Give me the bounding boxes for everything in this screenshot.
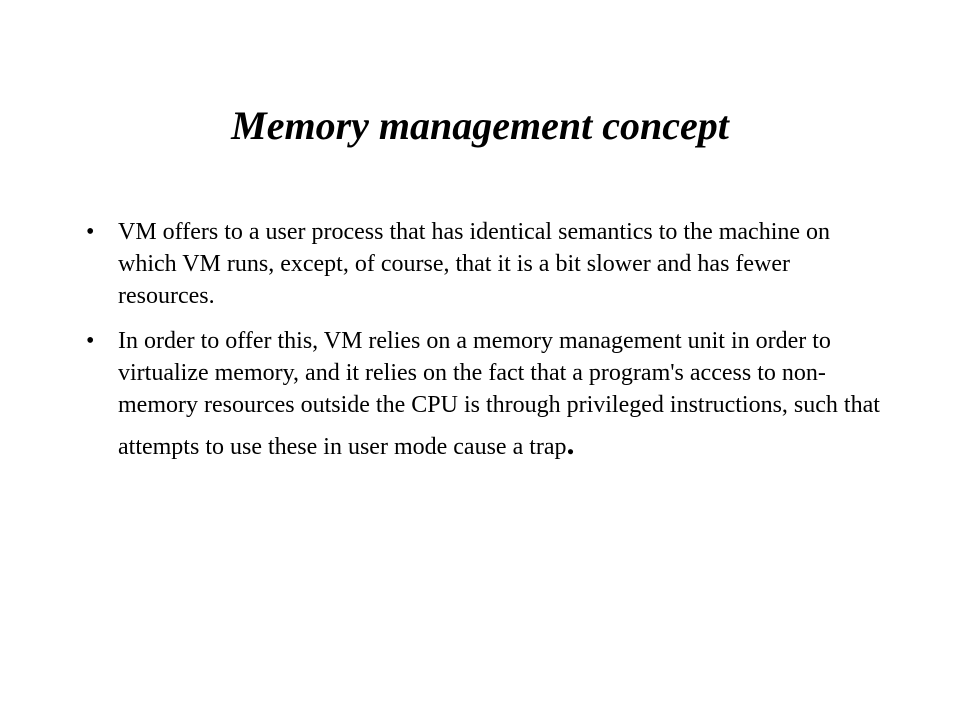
bullet-item-vm-mmu <box>86 325 886 463</box>
bullet-icon: • <box>86 219 95 245</box>
bullet-item-vm-semantics <box>86 216 886 312</box>
bullet-list <box>86 216 886 476</box>
bullet-icon: • <box>86 328 95 354</box>
bullet-period: . <box>566 425 575 461</box>
bullet-text: In order to offer this, VM relies on a memory management unit in order to virtualize memory, and it relies on the fact that a program's access to non-memory resources outside the CPU is through privileged instructions, such that attempts to use these <box>118 328 880 460</box>
slide-title: Memory management concept <box>231 103 729 148</box>
bullet-text-last-line <box>323 427 574 463</box>
bullet-text-tail: in user mode cause a trap <box>323 434 567 460</box>
bullet-text: VM offers to a user process that has identical semantics to the machine on which VM runs, except, of course, that it is a bit slower and has fewer resources. <box>118 219 831 309</box>
